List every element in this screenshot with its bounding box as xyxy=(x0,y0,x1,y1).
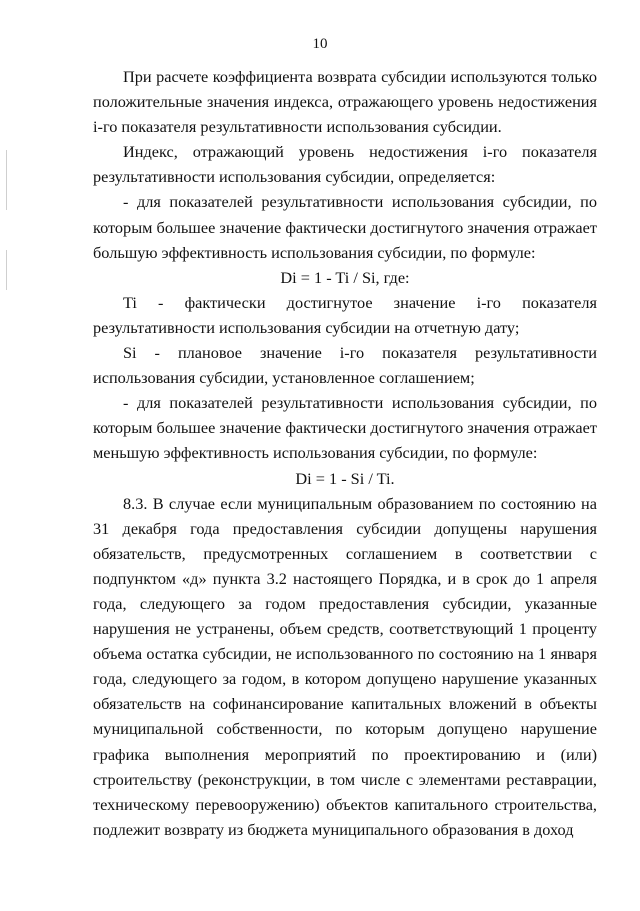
paragraph: - для показателей результативности использования субсидии, по которым большее значение фактически достигнутого значения отражает меньшую эффективность использования субсидии, по формуле: xyxy=(93,393,597,463)
formula: Di = 1 - Ti / Si, где: xyxy=(280,267,410,287)
scan-edge-mark xyxy=(6,150,7,210)
paragraph: Индекс, отражающий уровень недостижения i-го показателя результативности использования субсидии, определяется: xyxy=(93,142,597,187)
paragraph: - для показателей результативности использования субсидии, по которым большее значение фактически достигнутого значения отражает большую эффективность использования субсидии, по формуле: xyxy=(93,192,597,262)
paragraph: 8.3. В случае если муниципальным образованием по состоянию на 31 декабря года предоставления субсидии допущены нарушения обязательств, предусмотренных соглашением в соответствии с подпунктом «д» пункта 3.2 настоящего Порядка, и в срок до 1 апреля года, следующего за годом предоставления субсидии, указанные нарушения не устранены, объем средств, соответствующий 1 проценту объема остатка субсидии, не использованного по состоянию на 1 января года, следующего за годом, в котором допущено нарушение указанных обязательств на софинансирование капитальных вложений в объекты муниципальной собственности, по которым допущено нарушение графика выполнения мероприятий по проектированию и (или) строительству (реконструкции, в том числе с элементами реставрации, техническому перевооружению) объектов капитального строительства, подлежит возврату из бюджета муниципального образования в доход xyxy=(93,493,597,839)
page-number: 10 xyxy=(312,36,328,52)
paragraph: При расчете коэффициента возврата субсидии используются только положительные значения индекса, отражающего уровень недостижения i-го показателя результативности использования субсидии. xyxy=(93,67,597,137)
document-body xyxy=(93,64,597,842)
scan-edge-mark xyxy=(6,250,7,290)
paragraph: Si - плановое значение i-го показателя результативности использования субсидии, установленное соглашением; xyxy=(93,343,597,388)
paragraph: Ti - фактически достигнутое значение i-го показателя результативности использования субсидии на отчетную дату; xyxy=(93,292,597,337)
formula: Di = 1 - Si / Ti. xyxy=(295,468,395,488)
